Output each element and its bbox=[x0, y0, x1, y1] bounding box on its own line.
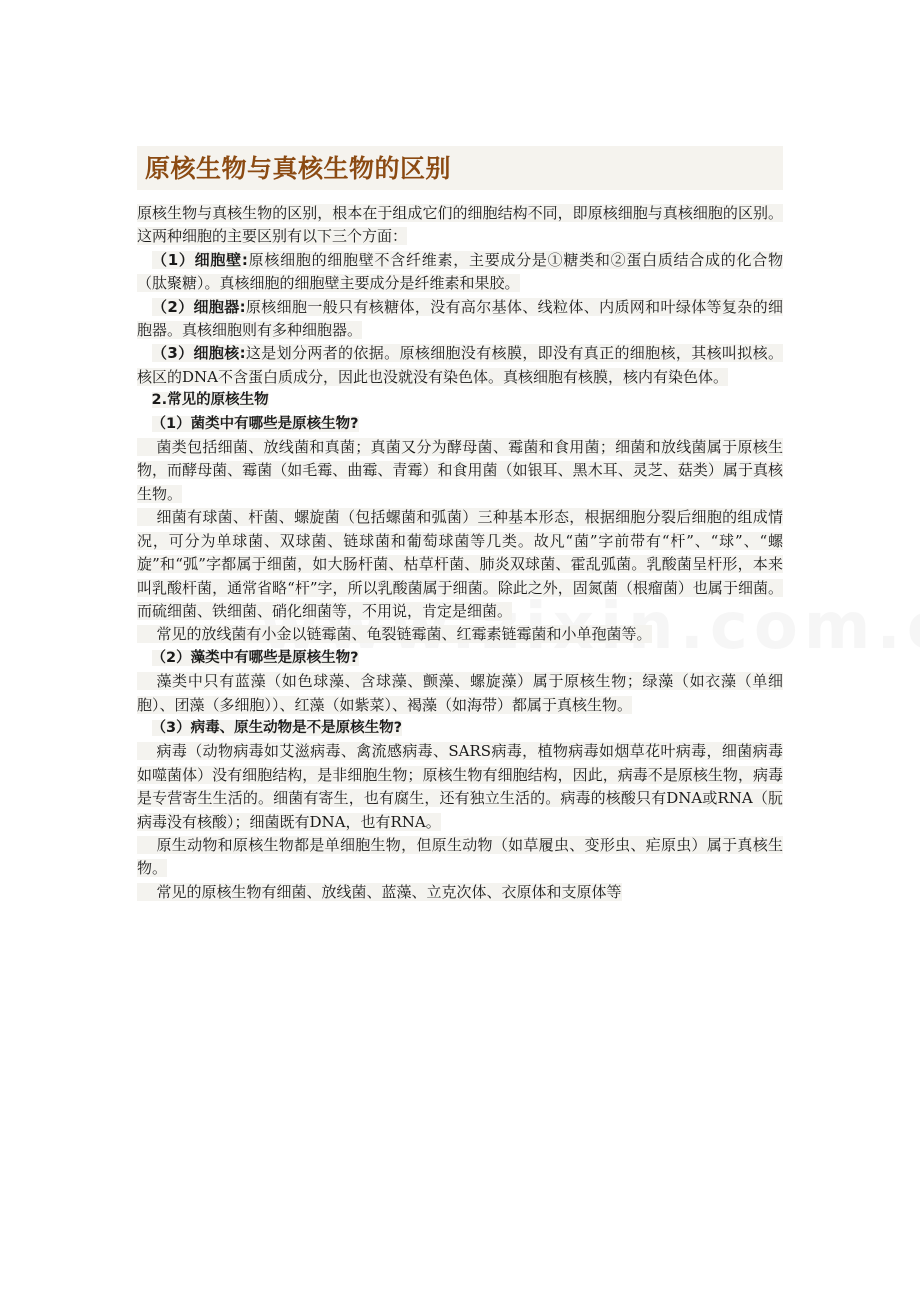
paragraph-text: 藻类中只有蓝藻（如色球藻、含球藻、颤藻、螺旋藻）属于原核生物；绿藻（如衣藻（单细胞）、团藻（多细胞））、红藻（如紫菜）、褐藻（如海带）都属于真核生物。 bbox=[137, 672, 783, 714]
paragraph-text: 病毒（动物病毒如艾滋病毒、禽流感病毒、SARS病毒，植物病毒如烟草花叶病毒，细菌病毒如噬菌体）没有细胞结构，是非细胞生物；原核生物有细胞结构，因此，病毒不是原核生物，病毒是专营寄生生活的。细菌有寄生，也有腐生，还有独立生活的。病毒的核酸只有DNA或RNA（朊病毒没有核酸）；细菌既有DNA，也有RNA。 bbox=[137, 742, 783, 831]
paragraph bbox=[137, 436, 783, 506]
question-heading bbox=[137, 647, 783, 670]
paragraph bbox=[137, 506, 783, 623]
point-label: （1）细胞壁: bbox=[152, 250, 248, 269]
document-body bbox=[137, 146, 783, 904]
point-organelles bbox=[137, 296, 783, 343]
page-title: 原核生物与真核生物的区别 bbox=[145, 154, 452, 183]
question-text: （3）病毒、原生动物是不是原核生物? bbox=[151, 719, 402, 736]
point-text: 原核细胞一般只有核糖体，没有高尔基体、线粒体、内质网和叶绿体等复杂的细胞器。真核细胞则有多种细胞器。 bbox=[137, 297, 783, 340]
section-heading bbox=[137, 389, 783, 412]
paragraph bbox=[137, 670, 783, 717]
question-heading bbox=[137, 717, 783, 740]
point-label: （2）细胞器: bbox=[152, 297, 246, 316]
paragraph-text: 细菌有球菌、杆菌、螺旋菌（包括螺菌和弧菌）三种基本形态，根据细胞分裂后细胞的组成情况，可分为单球菌、双球菌、链球菌和葡萄球菌等几类。故凡“菌”字前带有“杆”、“球”、“螺旋”和“弧”字都属于细菌，如大肠杆菌、枯草杆菌、肺炎双球菌、霍乱弧菌。乳酸菌呈杆形，本来叫乳酸杆菌，通常省略“杆”字，所以乳酸菌属于细菌。除此之外，固氮菌（根瘤菌）也属于细菌。而硫细菌、铁细菌、硝化细菌等，不用说，肯定是细菌。 bbox=[137, 508, 783, 620]
point-text: 这是划分两者的依据。原核细胞没有核膜，即没有真正的细胞核，其核叫拟核。核区的DNA不含蛋白质成分，因此也没就没有染色体。真核细胞有核膜，核内有染色体。 bbox=[137, 344, 783, 386]
point-cell-wall bbox=[137, 249, 783, 296]
question-text: （2）藻类中有哪些是原核生物? bbox=[151, 649, 359, 666]
paragraph bbox=[137, 740, 783, 834]
paragraph-text: 常见的原核生物有细菌、放线菌、蓝藻、立克次体、衣原体和支原体等 bbox=[137, 883, 622, 901]
paragraph bbox=[137, 623, 783, 646]
paragraph-text: 原生动物和原核生物都是单细胞生物，但原生动物（如草履虫、变形虫、疟原虫）属于真核生物。 bbox=[137, 835, 783, 878]
paragraph bbox=[137, 881, 783, 904]
point-text: 原核细胞的细胞壁不含纤维素，主要成分是①糖类和②蛋白质结合成的化合物（肽聚糖）。真核细胞的细胞壁主要成分是纤维素和果胶。 bbox=[137, 250, 783, 293]
paragraph bbox=[137, 834, 783, 881]
section-heading-text: 2.常见的原核生物 bbox=[151, 392, 269, 409]
paragraph-text: 菌类包括细菌、放线菌和真菌；真菌又分为酵母菌、霉菌和食用菌；细菌和放线菌属于原核生物，而酵母菌、霉菌（如毛霉、曲霉、青霉）和食用菌（如银耳、黑木耳、灵芝、菇类）属于真核生物。 bbox=[137, 438, 783, 503]
intro-text: 原核生物与真核生物的区别，根本在于组成它们的细胞结构不同，即原核细胞与真核细胞的区别。这两种细胞的主要区别有以下三个方面： bbox=[137, 204, 783, 246]
question-text: （1）菌类中有哪些是原核生物? bbox=[151, 415, 359, 432]
paragraph-text: 常见的放线菌有小金以链霉菌、龟裂链霉菌、红霉素链霉菌和小单孢菌等。 bbox=[137, 625, 652, 643]
question-heading bbox=[137, 413, 783, 436]
point-label: （3）细胞核: bbox=[152, 344, 246, 363]
intro-paragraph bbox=[137, 202, 783, 249]
point-nucleus bbox=[137, 342, 783, 389]
title-bar bbox=[137, 146, 783, 190]
